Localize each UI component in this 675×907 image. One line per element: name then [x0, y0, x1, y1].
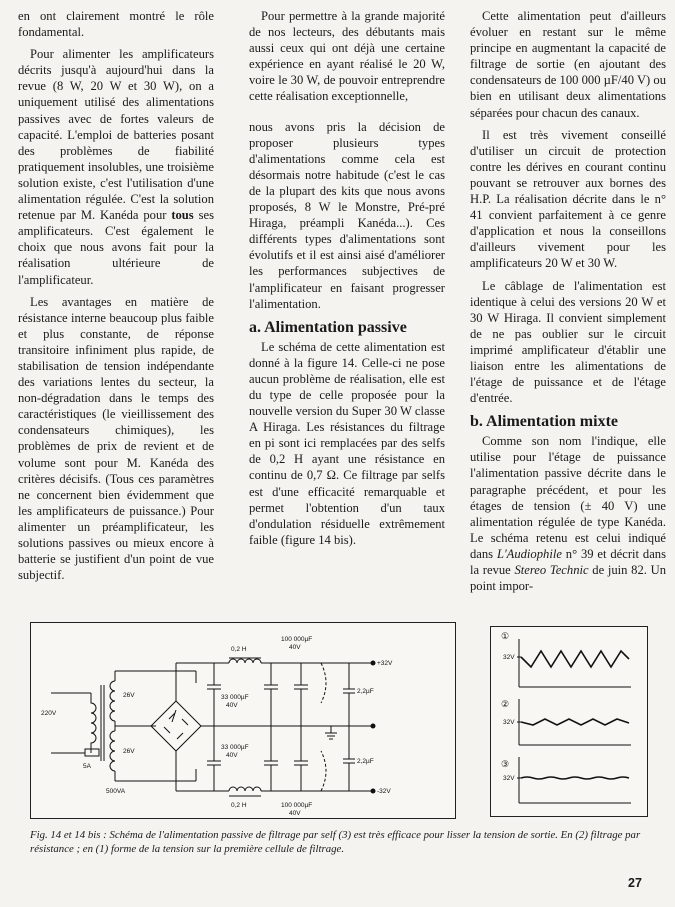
- paragraph: Pour alimenter les amplificateurs décrits jusqu'à aujourd'hui dans la revue (8 W, 20 W et 30 W), on a uniquement utilisé des alimentations passives avec de fortes valeurs de capacité. L'emploi de batteries posant des problèmes de fiabilité pratiquement insolubles, une troisième solution existe, c'est l'utilisation d'une alimentation régulée. C'est la solution retenue par M. Kanéda pour tous ses amplificateurs. C'est également le choix que nous avons fait pour la réalisation ultérieure de l'amplificateur.: [18, 47, 214, 287]
- paragraph: Il est très vivement conseillé d'utiliser un circuit de protection contre les dérives en courant continu pouvant se retrouver aux bornes des H.P. La réalisation décrite dans le n° 41 convient parfaitement à ce genre d'application et nous la conseillons d'ailleurs vivement pour les amplificateurs 20 W et 30 W.: [470, 127, 666, 271]
- paragraph: Pour permettre à la grande majorité de nos lecteurs, des débutants mais aussi ceux qui ont déjà une certaine expérience en ayant réalisé le 20 W, voire le 30 W, de pouvoir entreprendre cette réalisation exceptionnelle,: [249, 9, 445, 104]
- transformer-label: 500VA: [106, 788, 126, 795]
- paragraph: en ont clairement montré le rôle fondamental.: [18, 9, 214, 40]
- positive-output-label: +32V: [377, 660, 393, 667]
- bold-word: tous: [171, 208, 194, 223]
- filter-cap-top-label: 33 000µF: [221, 694, 249, 701]
- column-3: [470, 8, 666, 600]
- fuse-label: 5A: [83, 763, 91, 770]
- panel-3-voltage: 32V: [503, 775, 515, 782]
- paragraph: Le schéma de cette alimentation est donné à la figure 14. Celle-ci ne pose aucun problème de réalisation, elle est du type de celle proposée pour la nouvelle version du Super 30 W classe A Hiraga. Les résistances du filtrage en pi sont ici remplacées par des selfs de 0,2 H ayant une résistance en continu de 0,7 Ω. Ce filtrage par selfs est d'une efficacité remarquable et permet l'obtention d'un taux d'ondulation résiduelle extrêmement faible (figure 14 bis).: [249, 339, 445, 547]
- paragraph: Les avantages en matière de résistance interne beaucoup plus faible et plus constante, de réponse transitoire infiniment plus rapide, de stabilisation de tension indépendante des variations lentes du secteur, la non-dégradation dans le temps des caractéristiques (le vieillissement des condensateurs chimiques), les problèmes de prix de revient et de volume sont pour M. Kanéda des critères décisifs. (Tous ces paramètres ne concernent bien évidemment que les amplificateurs de puissance.) Pour alimenter un préamplificateur, les solutions passives ou mieux encore à batterie se justifient d'un point de vue subjectif.: [18, 294, 214, 583]
- figure-14-bis-waveforms: [490, 626, 648, 817]
- section-heading: a. Alimentation passive: [249, 318, 407, 336]
- waveform-2: [521, 719, 629, 725]
- panel-1-number: ①: [501, 631, 510, 641]
- panel-2-number: ②: [501, 699, 510, 709]
- panel-3-number: ③: [501, 759, 510, 769]
- waveform-1: [521, 651, 629, 667]
- filter-cap-bottom-label: 33 000µF: [221, 744, 249, 751]
- column-2: [249, 8, 445, 554]
- small-cap-bottom-label: 2,2µF: [357, 758, 374, 765]
- ripple-waveforms: [491, 627, 647, 816]
- secondary-bottom-label: 26V: [123, 748, 135, 755]
- output-cap-top-label: 100 000µF: [281, 636, 313, 643]
- mains-voltage-label: 220V: [41, 710, 57, 717]
- page-number: 27: [628, 876, 642, 890]
- secondary-top-label: 26V: [123, 692, 135, 699]
- paragraph: Cette alimentation peut d'ailleurs évoluer en restant sur le même principe en augmentant la capacité de filtrage de sortie (en ajoutant des condensateurs de 100 000 µF/40 V) ou bien en utilisant deux alimentations séparées pour chacun des canaux.: [470, 9, 666, 120]
- small-cap-top-label: 2,2µF: [357, 688, 374, 695]
- output-cap-top-voltage: 40V: [289, 644, 301, 651]
- figure-caption: Fig. 14 et 14 bis : Schéma de l'alimentation passive de filtrage par self (3) est très efficace pour lisser la tension de sortie. En (2) filtrage par résistance ; en (1) forme de la tension sur la première cellule de filtrage.: [30, 829, 641, 855]
- panel-2-voltage: 32V: [503, 719, 515, 726]
- choke-top-label: 0,2 H: [231, 646, 247, 653]
- filter-cap-top-voltage: 40V: [226, 702, 238, 709]
- output-cap-bottom-voltage: 40V: [289, 810, 301, 817]
- filter-cap-bottom-voltage: 40V: [226, 752, 238, 759]
- figure-14-schematic: [30, 622, 456, 819]
- section-heading: b. Alimentation mixte: [470, 413, 618, 431]
- choke-bottom-label: 0,2 H: [231, 802, 247, 809]
- paragraph: Comme son nom l'indique, elle utilise pour l'étage de puissance l'alimentation passive décrite dans le paragraphe précédent, et pour les étages de tension (± 40 V) une alimentation régulée de type Kanéda. Le schéma retenu est celui indiqué dans L'Audiophile n° 39 et décrit dans la revue Stereo Technic de juin 82. Un point impor-: [470, 434, 666, 594]
- negative-output-label: -32V: [377, 788, 391, 795]
- panel-1-voltage: 32V: [503, 654, 515, 661]
- column-1: [18, 8, 214, 589]
- paragraph: Le câblage de l'alimentation est identique à celui des versions 20 W et 30 W Hiraga. Il convient simplement de ne pas oublier sur le circuit imprimé amplificateur d'établir une liaison entre les alimentations de l'étage de puissance et de l'étage d'entrée.: [470, 278, 666, 406]
- waveform-3: [521, 777, 629, 779]
- paragraph: nous avons pris la décision de proposer plusieurs types d'alimentations comme cela est désormais notre habitude (c'est le cas de la plupart des kits que nous avons proposés, 8 W le Monstre, Pré-pré Hiraga, préampli Kanéda...). Ces différents types d'alimentations sont évolutifs et il est ainsi aisé d'améliorer les performances subjectives de l'amplificateur en faisant progresser l'alimentation.: [249, 119, 445, 311]
- power-supply-schematic: [31, 623, 455, 818]
- output-cap-bottom-label: 100 000µF: [281, 802, 313, 809]
